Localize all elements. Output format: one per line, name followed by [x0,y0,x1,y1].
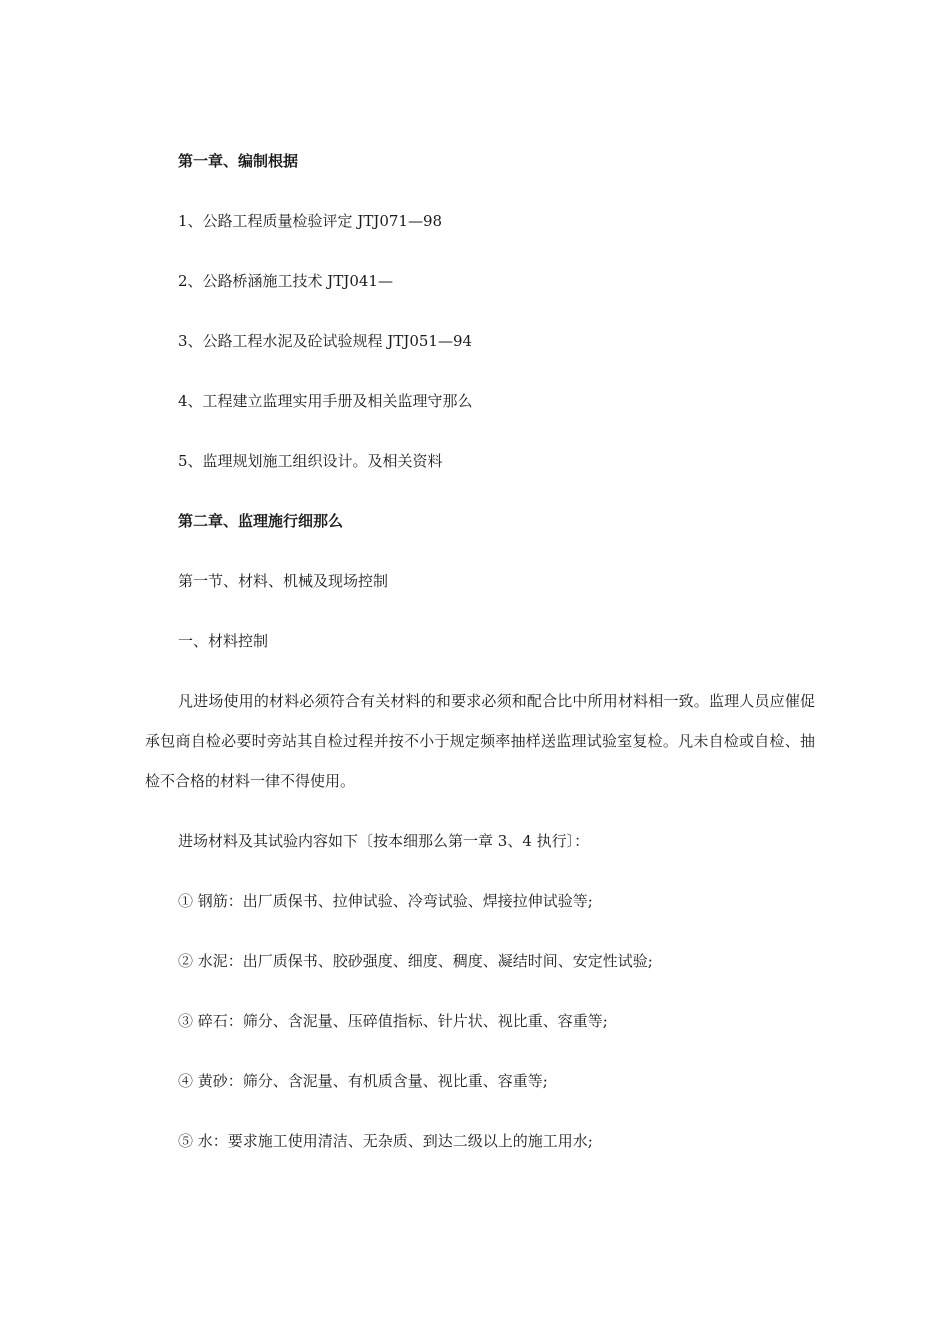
material-item-cement: ② 水泥：出厂质保书、胶砂强度、细度、稠度、凝结时间、安定性试验; [178,952,653,970]
material-item-gravel: ③ 碎石：筛分、含泥量、压碎值指标、针片状、视比重、容重等; [178,1012,608,1030]
chapter1-item-2: 2、公路桥涵施工技术 JTJ041— [178,272,393,290]
chapter1-title: 第一章、编制根据 [178,152,299,170]
chapter1-item-3: 3、公路工程水泥及砼试验规程 JTJ051—94 [178,332,473,350]
section-title: 第一节、材料、机械及现场控制 [178,572,389,590]
subsection-title: 一、材料控制 [178,632,269,650]
material-item-sand: ④ 黄砂：筛分、含泥量、有机质含量、视比重、容重等; [178,1072,548,1090]
body-paragraph: 凡进场使用的材料必须符合有关材料的和要求必须和配合比中所用材料相一致。监理人员应催促承包商自检必要时旁站其自检过程并按不小于规定频率抽样送监理试验室复检。凡未自检或自检、抽检不合格的材料一律不得使用。 [145,692,815,790]
chapter1-item-5: 5、监理规划施工组织设计。及相关资料 [178,452,443,470]
materials-intro: 进场材料及其试验内容如下〔按本细那么第一章 3、4 执行〕： [178,832,590,850]
chapter1-item-4: 4、工程建立监理实用手册及相关监理守那么 [178,392,473,410]
chapter1-item-1: 1、公路工程质量检验评定 JTJ071—98 [178,212,443,230]
chapter2-title: 第二章、监理施行细那么 [178,512,344,530]
material-item-steel: ① 钢筋：出厂质保书、拉伸试验、冷弯试验、焊接拉伸试验等; [178,892,593,910]
material-item-water: ⑤ 水：要求施工使用清洁、无杂质、到达二级以上的施工用水; [178,1132,593,1150]
